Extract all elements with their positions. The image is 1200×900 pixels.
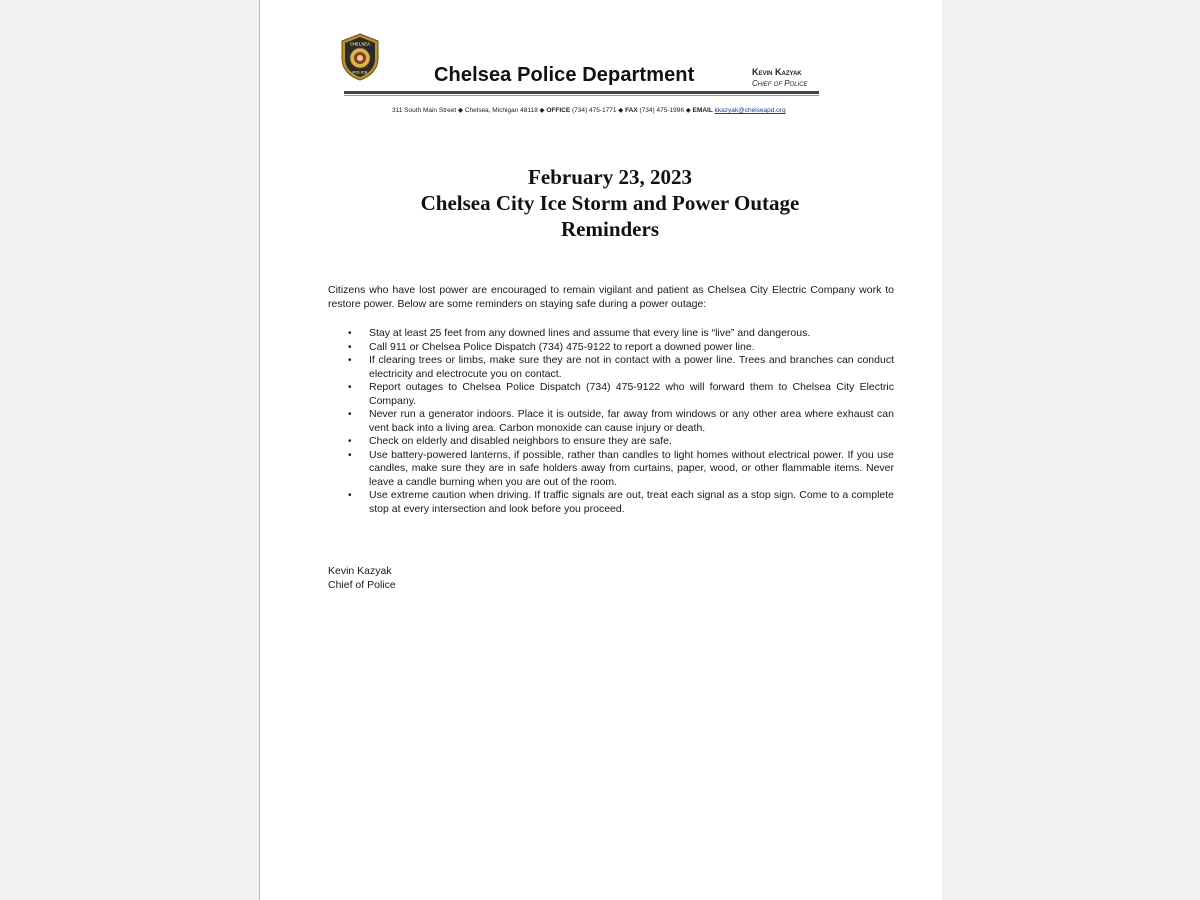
police-badge-icon — [338, 33, 382, 81]
list-item-text: If clearing trees or limbs, make sure they are not in contact with a power line. Trees and branches can conduct electricity and electrocute you on contact. — [369, 354, 894, 380]
header-rule — [344, 91, 819, 94]
list-item-text: Call 911 or Chelsea Police Dispatch (734) 475-9122 to report a downed power line. — [369, 340, 755, 353]
chief-block — [752, 67, 808, 89]
separator-diamond-icon: ◆ — [618, 107, 626, 114]
list-item — [346, 381, 894, 408]
list-item-text: Use battery-powered lanterns, if possible, rather than candles to light homes without electrical power. If you use candles, make sure they are in safe holders away from curtains, paper, wood, or other flammable items. Never leave a candle burning when you are out of the room. — [369, 448, 894, 488]
contact-city: Chelsea, Michigan 48118 — [464, 107, 538, 114]
list-item-text: Report outages to Chelsea Police Dispatch (734) 475-9122 who will forward them to Chelsea City Electric Company. — [369, 381, 894, 407]
bullet-icon: • — [348, 355, 352, 366]
email-link[interactable]: kkazyak@chelseapd.org — [714, 107, 786, 114]
signature-block — [328, 565, 396, 592]
chief-title: Chief of Police — [752, 79, 808, 88]
fax-number: (734) 475-1996 — [639, 107, 684, 114]
email-label: EMAIL — [692, 107, 713, 114]
document-date: February 23, 2023 — [528, 165, 692, 189]
list-item-text: Check on elderly and disabled neighbors to ensure they are safe. — [369, 435, 672, 447]
signature-title: Chief of Police — [328, 578, 396, 591]
separator-diamond-icon: ◆ — [539, 107, 547, 114]
department-name: Chelsea Police Department — [434, 64, 695, 86]
bullet-icon: • — [348, 341, 352, 353]
separator-diamond-icon: ◆ — [685, 107, 693, 114]
list-item — [346, 327, 894, 341]
list-item — [346, 435, 894, 449]
signature-name: Kevin Kazyak — [328, 565, 392, 577]
bullet-icon: • — [348, 449, 352, 461]
badge-top-text: CHELSEA — [349, 41, 371, 47]
contact-address: 311 South Main Street — [392, 107, 457, 114]
list-item — [346, 341, 894, 355]
badge-bottom-text: POLICE — [352, 69, 368, 75]
reminder-list — [346, 327, 894, 516]
bullet-icon: • — [348, 436, 352, 447]
office-phone: (734) 475-1771 — [571, 107, 617, 114]
bullet-icon: • — [348, 409, 352, 420]
document-title-line1: Chelsea City Ice Storm and Power Outage — [420, 191, 800, 215]
separator-diamond-icon: ◆ — [458, 107, 465, 114]
intro-paragraph: Citizens who have lost power are encouraged to remain vigilant and patient as Chelsea City Electric Company work to restore power. Below are some reminders on staying safe during a power outage: — [328, 284, 894, 310]
document-title-line2: Reminders — [561, 217, 659, 241]
list-item — [346, 354, 894, 381]
list-item — [346, 408, 894, 435]
bullet-icon: • — [348, 328, 352, 339]
bullet-icon: • — [348, 382, 352, 393]
list-item — [346, 449, 894, 490]
header-rule-thin — [344, 95, 819, 96]
contact-line — [392, 106, 786, 114]
office-label: OFFICE — [546, 107, 571, 114]
chief-name: Kevin Kazyak — [752, 67, 802, 77]
list-item — [346, 489, 894, 516]
bullet-icon: • — [348, 490, 352, 501]
list-item-text: Stay at least 25 feet from any downed lines and assume that every line is “live” and dangerous. — [369, 327, 811, 339]
list-item-text: Never run a generator indoors. Place it is outside, far away from windows or any other area where exhaust can vent back into a living area. Carbon monoxide can cause injury or death. — [369, 408, 894, 434]
list-item-text: Use extreme caution when driving. If traffic signals are out, treat each signal as a stop sign. Come to a complete stop at every intersection and look before you proceed. — [369, 489, 894, 515]
fax-label: FAX — [625, 107, 638, 114]
